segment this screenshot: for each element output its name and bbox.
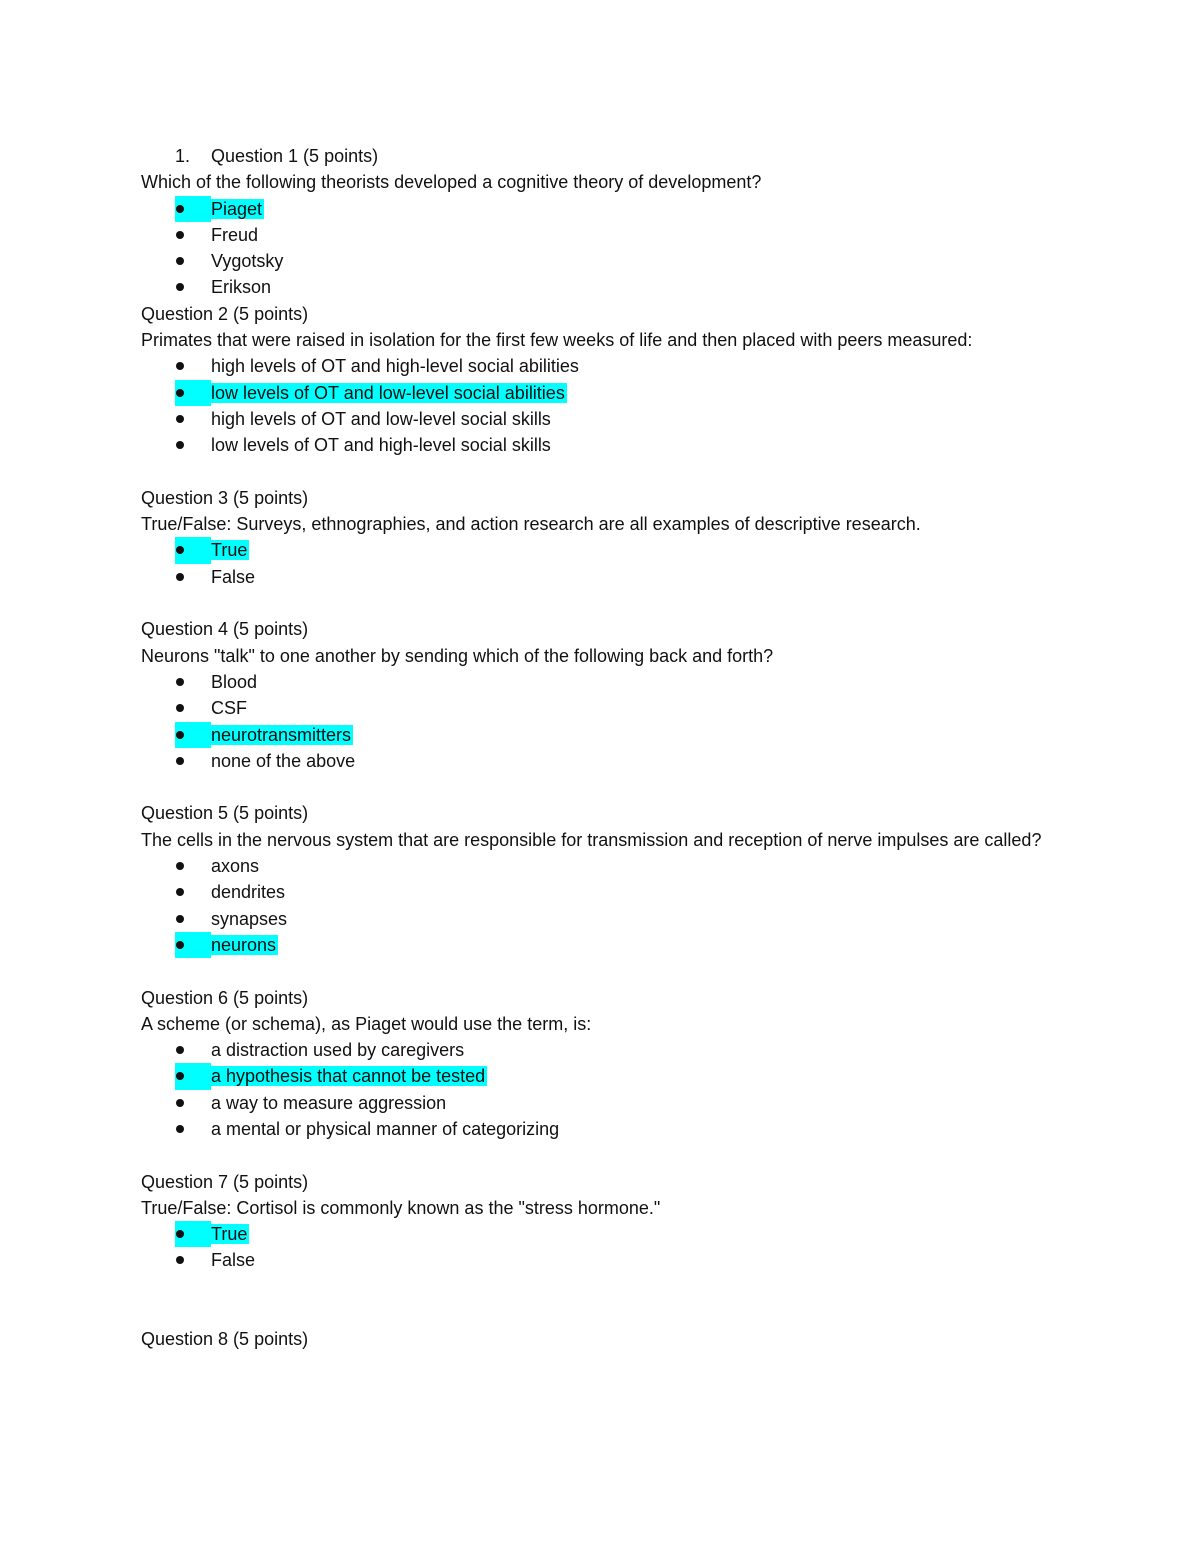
bullet-icon xyxy=(175,879,211,905)
option-item: neurons xyxy=(141,932,1071,958)
question-prompt: True/False: Surveys, ethnographies, and action research are all examples of descriptive research. xyxy=(141,514,921,535)
option-item: Vygotsky xyxy=(141,248,1071,274)
bullet-icon xyxy=(175,274,211,300)
bullet-icon xyxy=(175,906,211,932)
question-8 xyxy=(141,1326,1071,1352)
option-item: Piaget xyxy=(141,196,1071,222)
bullet-icon xyxy=(175,432,211,458)
question-number: 1. xyxy=(175,146,191,166)
option-item: True xyxy=(141,537,1071,563)
bullet-icon xyxy=(175,248,211,274)
question-1 xyxy=(141,143,1071,301)
option-item: a mental or physical manner of categorizing xyxy=(141,1116,1071,1142)
question-4 xyxy=(141,616,1071,800)
option-item: synapses xyxy=(141,906,1071,932)
blank-line xyxy=(141,774,1071,800)
blank-line xyxy=(141,1300,1071,1326)
option-item: low levels of OT and low-level social abilities xyxy=(141,380,1071,406)
question-2 xyxy=(141,301,1071,485)
option-item: a distraction used by caregivers xyxy=(141,1037,1071,1063)
question-title: 1. Question 1 (5 points) xyxy=(141,143,1071,169)
question-prompt: The cells in the nervous system that are responsible for transmission and reception of nerve impulses are called? xyxy=(141,829,1042,850)
option-item: Blood xyxy=(141,669,1071,695)
question-prompt: A scheme (or schema), as Piaget would use the term, is: xyxy=(141,1013,592,1034)
question-prompt: True/False: Cortisol is commonly known as the "stress hormone." xyxy=(141,1197,661,1218)
bullet-icon xyxy=(175,932,211,958)
question-title: Question 4 (5 points) xyxy=(141,619,309,640)
question-3 xyxy=(141,485,1071,616)
option-item: low levels of OT and high-level social skills xyxy=(141,432,1071,458)
bullet-icon xyxy=(175,1116,211,1142)
question-prompt: Primates that were raised in isolation for the first few weeks of life and then placed with peers measured: xyxy=(141,330,973,351)
blank-line xyxy=(141,1142,1071,1168)
question-title: Question 6 (5 points) xyxy=(141,987,309,1008)
bullet-icon xyxy=(175,695,211,721)
document-page xyxy=(141,143,1071,1353)
question-6 xyxy=(141,985,1071,1169)
bullet-icon xyxy=(175,1221,211,1247)
bullet-icon xyxy=(175,1037,211,1063)
blank-line xyxy=(141,590,1071,616)
question-prompt: Which of the following theorists developed a cognitive theory of development? xyxy=(141,172,762,193)
bullet-icon xyxy=(175,537,211,563)
option-item: True xyxy=(141,1221,1071,1247)
blank-line xyxy=(141,459,1071,485)
option-item: neurotransmitters xyxy=(141,722,1071,748)
option-item: False xyxy=(141,564,1071,590)
question-7 xyxy=(141,1169,1071,1327)
bullet-icon xyxy=(175,722,211,748)
bullet-icon xyxy=(175,1090,211,1116)
question-title: Question 5 (5 points) xyxy=(141,803,309,824)
option-item: a hypothesis that cannot be tested xyxy=(141,1063,1071,1089)
bullet-icon xyxy=(175,222,211,248)
question-title: Question 3 (5 points) xyxy=(141,487,309,508)
question-title: Question 8 (5 points) xyxy=(141,1329,309,1350)
option-item: a way to measure aggression xyxy=(141,1090,1071,1116)
bullet-icon xyxy=(175,353,211,379)
bullet-icon xyxy=(175,1063,211,1089)
question-5 xyxy=(141,800,1071,984)
bullet-icon xyxy=(175,853,211,879)
question-title: Question 7 (5 points) xyxy=(141,1171,309,1192)
option-item: axons xyxy=(141,853,1071,879)
option-item: none of the above xyxy=(141,748,1071,774)
option-item: high levels of OT and high-level social abilities xyxy=(141,353,1071,379)
bullet-icon xyxy=(175,669,211,695)
option-item: high levels of OT and low-level social skills xyxy=(141,406,1071,432)
question-title: Question 2 (5 points) xyxy=(141,303,309,324)
bullet-icon xyxy=(175,196,211,222)
bullet-icon xyxy=(175,406,211,432)
bullet-icon xyxy=(175,1247,211,1273)
bullet-icon xyxy=(175,564,211,590)
option-item: CSF xyxy=(141,695,1071,721)
option-item: Freud xyxy=(141,222,1071,248)
option-item: Erikson xyxy=(141,274,1071,300)
question-prompt: Neurons "talk" to one another by sending which of the following back and forth? xyxy=(141,645,774,666)
option-item: False xyxy=(141,1247,1071,1273)
bullet-icon xyxy=(175,748,211,774)
bullet-icon xyxy=(175,380,211,406)
blank-line xyxy=(141,958,1071,984)
blank-line xyxy=(141,1274,1071,1300)
option-item: dendrites xyxy=(141,879,1071,905)
